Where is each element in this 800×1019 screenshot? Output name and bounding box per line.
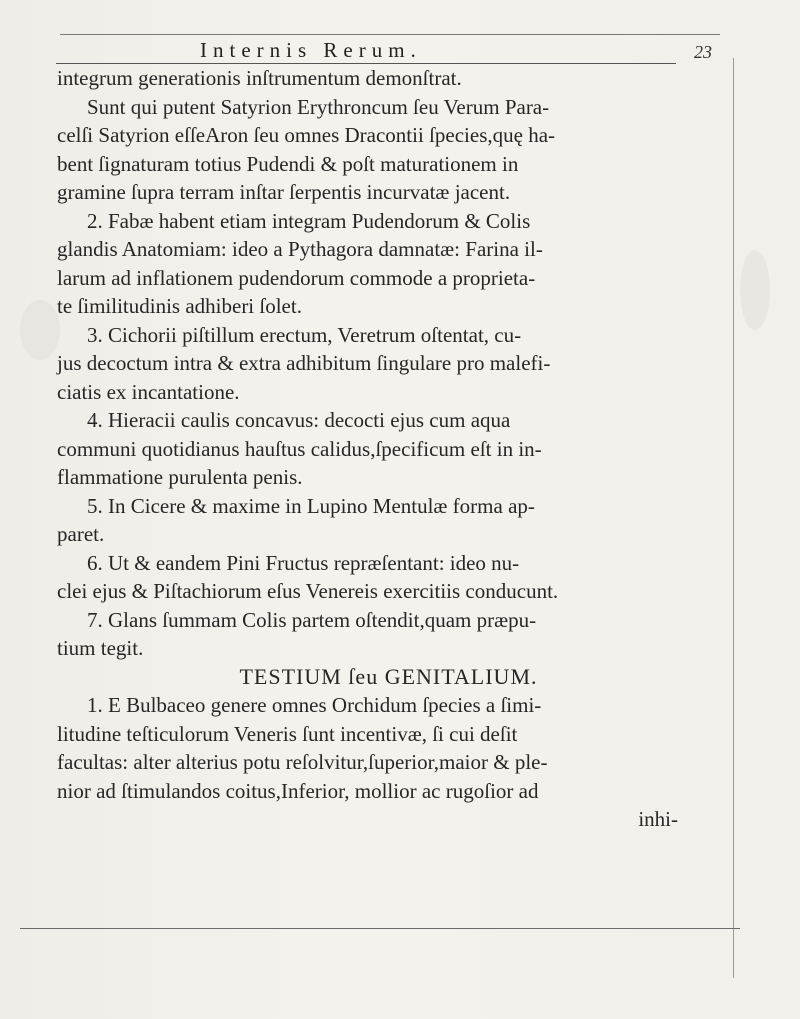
catchword: inhi- — [638, 807, 678, 831]
text-line: nior ad ſtimulandos coitus,Inferior, mollior ac rugoſior ad — [57, 778, 539, 803]
text-line: 5. In Cicere & maxime in Lupino Mentulæ forma ap- — [87, 493, 535, 518]
text-line: communi quotidianus hauſtus calidus,ſpecificum eſt in in- — [57, 436, 542, 461]
text-line: celſi Satyrion eſſeAron ſeu omnes Dracontii ſpecies,quę ha- — [57, 123, 556, 147]
section-heading: TESTIUM ſeu GENITALIUM. — [239, 663, 538, 689]
text-line: 3. Cichorii piſtillum erectum, Veretrum oſtentat, cu- — [87, 322, 522, 347]
text-line: 2. Fabæ habent etiam integram Pudendorum & Colis — [87, 208, 531, 233]
text-line: glandis Anatomiam: ideo a Pythagora damnatæ: Farina il- — [57, 237, 543, 261]
text-line: ciatis ex incantatione. — [57, 379, 240, 404]
text-line: flammatione purulenta penis. — [57, 465, 303, 489]
text-line: 4. Hieracii caulis concavus: decocti ejus cum aqua — [87, 408, 511, 432]
text-line: tium tegit. — [57, 636, 144, 660]
page-number: 23 — [694, 42, 712, 62]
text-line: facultas: alter alterius potu reſolvitur,ſuperior,maior & ple- — [57, 750, 548, 774]
text-line: clei ejus & Piſtachiorum eſus Venereis exercitiis conducunt. — [57, 579, 559, 603]
text-line: Sunt qui putent Satyrion Erythroncum ſeu Verum Para- — [87, 94, 550, 119]
text-line: te ſimilitudinis adhiberi ſolet. — [57, 294, 302, 318]
text-line: 1. E Bulbaceo genere omnes Orchidum ſpecies a ſimi- — [87, 693, 542, 717]
text-line: bent ſignaturam totius Pudendi & poſt maturationem in — [57, 151, 519, 176]
top-edge-rule — [60, 34, 720, 35]
paper-stain — [740, 250, 770, 330]
running-head: Internis Rerum. — [200, 38, 422, 62]
text-line: litudine teſticulorum Veneris ſunt incentivæ, ſi cui deſit — [57, 721, 518, 746]
text-line: integrum generationis inſtrumentum demonſtrat. — [57, 66, 462, 90]
text-line: gramine ſupra terram inſtar ſerpentis incurvatæ jacent. — [57, 180, 511, 204]
bottom-edge-rule — [20, 928, 740, 929]
text-line: jus decoctum intra & extra adhibitum ſingulare pro malefi- — [57, 351, 551, 375]
text-line: 7. Glans ſummam Colis partem oſtendit,quam præpu- — [87, 607, 537, 632]
text-line: paret. — [57, 522, 105, 546]
page-edge-line — [733, 58, 734, 978]
text-line: larum ad inflationem pudendorum commode a proprieta- — [57, 265, 536, 290]
text-line: 6. Ut & eandem Pini Fructus repræſentant: ideo nu- — [87, 550, 520, 575]
body-text — [57, 64, 720, 834]
paper-stain — [20, 300, 60, 360]
